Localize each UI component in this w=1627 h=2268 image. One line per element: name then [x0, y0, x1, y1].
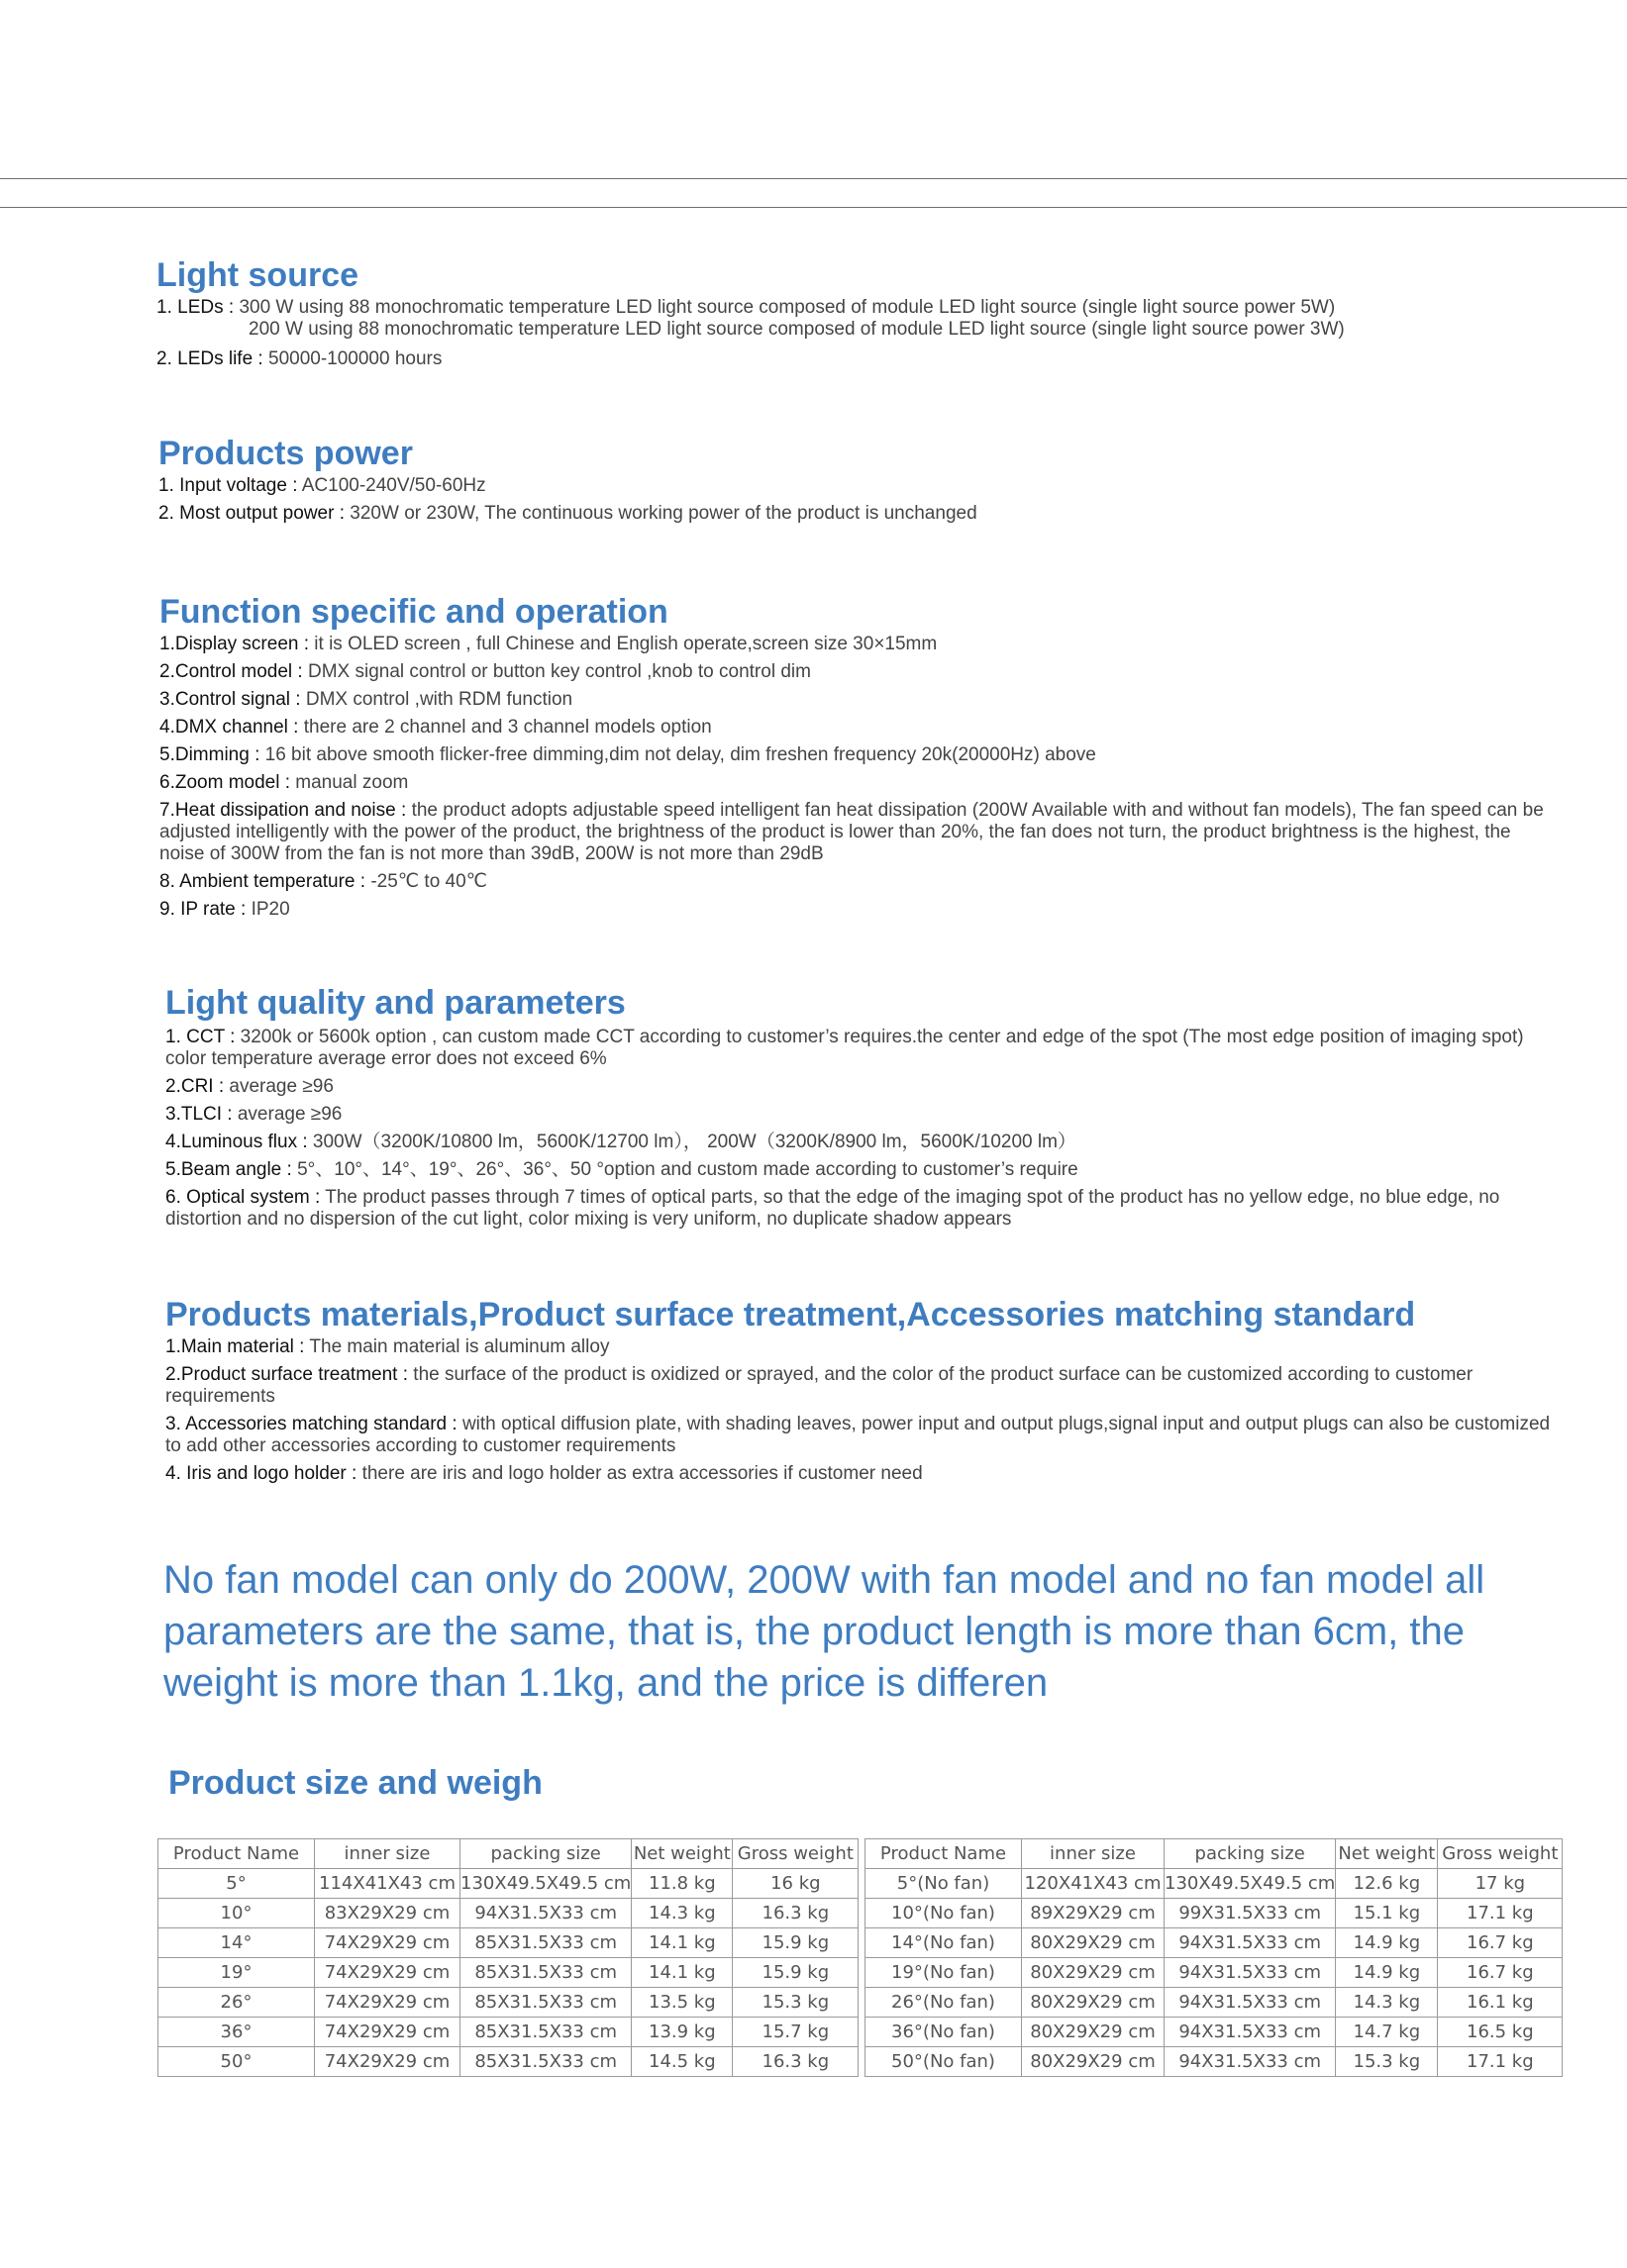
table-cell: 15.3 kg [733, 1988, 859, 2018]
section-light-source [156, 255, 1543, 376]
list-item [165, 1187, 1552, 1231]
items-list [165, 1027, 1552, 1231]
item-label: 2.Control model : [159, 661, 303, 682]
column-header: Net weight [1336, 1839, 1438, 1869]
table-cell: 13.9 kg [632, 2018, 733, 2047]
fan-model-table [157, 1838, 859, 2077]
item-label: 3.Control signal : [159, 689, 301, 710]
table-cell: 14° [158, 1928, 315, 1958]
list-item [165, 1104, 1552, 1126]
table-row [158, 2047, 859, 2077]
table-cell: 17.1 kg [1438, 1899, 1563, 1928]
column-header: Product Name [865, 1839, 1022, 1869]
item-text: 5°、10°、14°、19°、26°、36°、50 °option and custom made according to customer’s require [297, 1159, 1078, 1180]
table-row [158, 2018, 859, 2047]
item-label: 2. LEDs life : [156, 348, 263, 369]
column-header: Gross weight [733, 1839, 859, 1869]
leds-life-item [156, 348, 1543, 370]
items-list [158, 475, 1545, 525]
list-item [165, 1336, 1552, 1358]
table-cell: 94X31.5X33 cm [1165, 1928, 1336, 1958]
item-text: -25℃ to 40℃ [370, 871, 488, 892]
item-label: 1.Display screen : [159, 634, 310, 654]
table-cell: 94X31.5X33 cm [1165, 1988, 1336, 2018]
items-list [159, 634, 1546, 921]
section-size [168, 1763, 543, 1805]
table-cell: 14.9 kg [1336, 1958, 1438, 1988]
table-cell: 14.3 kg [1336, 1988, 1438, 2018]
table-cell: 74X29X29 cm [315, 2047, 460, 2077]
list-item [165, 1364, 1552, 1408]
list-item [165, 1027, 1552, 1070]
leds-item [156, 297, 1543, 341]
table-cell: 130X49.5X49.5 cm [460, 1869, 632, 1899]
table-cell: 80X29X29 cm [1022, 1928, 1165, 1958]
item-text: the surface of the product is oxidized or sprayed, and the color of the product surface can be customized according to customer requirements [165, 1364, 1474, 1407]
table-cell: 85X31.5X33 cm [460, 1988, 632, 2018]
table-row [865, 1928, 1563, 1958]
item-label: 4. Iris and logo holder : [165, 1463, 357, 1484]
table-cell: 94X31.5X33 cm [1165, 2047, 1336, 2077]
table-cell: 15.7 kg [733, 2018, 859, 2047]
item-label: 6. Optical system : [165, 1187, 321, 1208]
table-row [865, 1869, 1563, 1899]
list-item [159, 871, 1546, 893]
column-header: Net weight [632, 1839, 733, 1869]
item-text: manual zoom [295, 772, 409, 793]
table-cell: 85X31.5X33 cm [460, 2018, 632, 2047]
item-text: there are 2 channel and 3 channel models option [303, 717, 712, 738]
item-label: 2.CRI : [165, 1076, 225, 1097]
list-item [158, 503, 1545, 525]
section-title: Light quality and parameters [165, 984, 626, 1022]
item-text: 300W（3200K/10800 lm，5600K/12700 lm）， 200W（3200K/8900 lm，5600K/10200 lm） [312, 1132, 1076, 1152]
table-cell: 5°(No fan) [865, 1869, 1022, 1899]
table-cell: 85X31.5X33 cm [460, 1958, 632, 1988]
table-cell: 94X31.5X33 cm [1165, 2018, 1336, 2047]
second-rule [0, 207, 1627, 208]
table-cell: 15.3 kg [1336, 2047, 1438, 2077]
item-text: the product adopts adjustable speed intelligent fan heat dissipation (200W Available with and without fan models), The fan speed can be adjusted intelligently with the power of the product, the brightness of the product is lower than 20%, the fan does not turn, the product brightness is the highest, the noise of 300W from the fan is not more than 39dB, 200W is not more than 29dB [159, 800, 1544, 864]
list-item [159, 744, 1546, 766]
table-cell: 14.7 kg [1336, 2018, 1438, 2047]
table-cell: 15.1 kg [1336, 1899, 1438, 1928]
column-header: packing size [460, 1839, 632, 1869]
table-cell: 17 kg [1438, 1869, 1563, 1899]
table-cell: 50° [158, 2047, 315, 2077]
table-cell: 14.9 kg [1336, 1928, 1438, 1958]
table-cell: 19° [158, 1958, 315, 1988]
item-label: 3. Accessories matching standard : [165, 1414, 458, 1434]
table-cell: 14.3 kg [632, 1899, 733, 1928]
list-item [159, 800, 1546, 865]
table-cell: 80X29X29 cm [1022, 1958, 1165, 1988]
item-text: average ≥96 [229, 1076, 334, 1097]
item-text: average ≥96 [237, 1104, 343, 1125]
list-item [165, 1159, 1552, 1181]
table-row [865, 2018, 1563, 2047]
section-title: Product size and weigh [168, 1764, 543, 1802]
no-fan-model-table [864, 1838, 1563, 2077]
table-cell: 19°(No fan) [865, 1958, 1022, 1988]
table-cell: 11.8 kg [632, 1869, 733, 1899]
table-cell: 114X41X43 cm [315, 1869, 460, 1899]
section-title: Products power [158, 435, 413, 472]
item-text: with optical diffusion plate, with shading leaves, power input and output plugs,signal input and output plugs can also be customized to add other accessories according to customer requirements [165, 1414, 1551, 1456]
table-cell: 15.9 kg [733, 1958, 859, 1988]
list-item [159, 661, 1546, 683]
table-row [865, 1988, 1563, 2018]
item-text: 50000-100000 hours [268, 348, 443, 369]
list-item [158, 475, 1545, 497]
column-header: Product Name [158, 1839, 315, 1869]
table-row [865, 2047, 1563, 2077]
item-label: 5.Dimming : [159, 744, 260, 765]
list-item [159, 689, 1546, 711]
item-text: DMX control ,with RDM function [305, 689, 573, 710]
table-cell: 85X31.5X33 cm [460, 1928, 632, 1958]
item-label: 1. LEDs : [156, 297, 235, 318]
table-cell: 16 kg [733, 1869, 859, 1899]
item-text: DMX signal control or button key control ,knob to control dim [307, 661, 811, 682]
list-item [165, 1076, 1552, 1098]
item-text: 320W or 230W, The continuous working power of the product is unchanged [350, 503, 977, 524]
table-cell: 16.5 kg [1438, 2018, 1563, 2047]
table-cell: 80X29X29 cm [1022, 2047, 1165, 2077]
table-cell: 80X29X29 cm [1022, 1988, 1165, 2018]
table-cell: 16.3 kg [733, 2047, 859, 2077]
table-cell: 14°(No fan) [865, 1928, 1022, 1958]
column-header: inner size [315, 1839, 460, 1869]
top-rule [0, 178, 1627, 179]
section-materials [165, 1295, 1552, 1491]
table-cell: 83X29X29 cm [315, 1899, 460, 1928]
list-item [159, 772, 1546, 794]
table-cell: 74X29X29 cm [315, 1958, 460, 1988]
table-cell: 16.7 kg [1438, 1928, 1563, 1958]
item-label: 1. Input voltage : [158, 475, 298, 496]
item-label: 2. Most output power : [158, 503, 345, 524]
item-label: 4.DMX channel : [159, 717, 299, 738]
section-light-quality [165, 983, 1552, 1236]
table-cell: 5° [158, 1869, 315, 1899]
item-text: 300 W using 88 monochromatic temperature LED light source composed of module LED light source (single light source power 5W) [239, 297, 1336, 318]
table-cell: 10° [158, 1899, 315, 1928]
table-cell: 80X29X29 cm [1022, 2018, 1165, 2047]
table-cell: 26° [158, 1988, 315, 2018]
table-cell: 15.9 kg [733, 1928, 859, 1958]
item-text: The product passes through 7 times of optical parts, so that the edge of the imaging spot of the product has no yellow edge, no blue edge, no distortion and no dispersion of the cut light, color mixing is very uniform, no duplicate shadow appears [165, 1187, 1500, 1230]
table-cell: 94X31.5X33 cm [460, 1899, 632, 1928]
table-cell: 16.1 kg [1438, 1988, 1563, 2018]
item-text: 3200k or 5600k option , can custom made CCT according to customer’s requires.the center and edge of the spot (The most edge position of imaging spot) color temperature average error does not exceed 6% [165, 1027, 1524, 1069]
no-fan-note: No fan model can only do 200W, 200W with fan model and no fan model all parameters are the same, that is, the product length is more than 6cm, the weight is more than 1.1kg, and the price is differen [163, 1558, 1485, 1705]
section-title: Products materials,Product surface treatment,Accessories matching standard [165, 1296, 1416, 1333]
list-item [165, 1463, 1552, 1485]
table-cell: 130X49.5X49.5 cm [1165, 1869, 1336, 1899]
table-cell: 74X29X29 cm [315, 2018, 460, 2047]
table-header-row [865, 1839, 1563, 1869]
table-row [158, 1988, 859, 2018]
table-cell: 74X29X29 cm [315, 1988, 460, 2018]
table-cell: 99X31.5X33 cm [1165, 1899, 1336, 1928]
item-text: it is OLED screen , full Chinese and English operate,screen size 30×15mm [314, 634, 938, 654]
table-cell: 10°(No fan) [865, 1899, 1022, 1928]
item-text: there are iris and logo holder as extra accessories if customer need [361, 1463, 923, 1484]
list-item [165, 1414, 1552, 1457]
table-cell: 36° [158, 2018, 315, 2047]
item-label: 9. IP rate : [159, 899, 247, 920]
item-label: 3.TLCI : [165, 1104, 233, 1125]
table-cell: 74X29X29 cm [315, 1928, 460, 1958]
item-text: IP20 [251, 899, 290, 920]
item-label: 1. CCT : [165, 1027, 236, 1047]
item-text-continued: 200 W using 88 monochromatic temperature LED light source composed of module LED light source (single light source power 3W) [249, 319, 1345, 340]
item-text: The main material is aluminum alloy [309, 1336, 610, 1357]
table-cell: 12.6 kg [1336, 1869, 1438, 1899]
table-row [158, 1869, 859, 1899]
table-cell: 36°(No fan) [865, 2018, 1022, 2047]
section-function [159, 592, 1546, 927]
item-label: 1.Main material : [165, 1336, 305, 1357]
table-row [158, 1928, 859, 1958]
item-label: 4.Luminous flux : [165, 1132, 308, 1152]
items-list [165, 1336, 1552, 1485]
section-title: Function specific and operation [159, 593, 668, 631]
section-title: Light source [156, 256, 359, 294]
item-label: 5.Beam angle : [165, 1159, 292, 1180]
table-cell: 50°(No fan) [865, 2047, 1022, 2077]
column-header: Gross weight [1438, 1839, 1563, 1869]
table-cell: 89X29X29 cm [1022, 1899, 1165, 1928]
item-label: 8. Ambient temperature : [159, 871, 366, 892]
list-item [159, 634, 1546, 655]
table-header-row [158, 1839, 859, 1869]
item-text: AC100-240V/50-60Hz [301, 475, 486, 496]
table-row [158, 1899, 859, 1928]
column-header: packing size [1165, 1839, 1336, 1869]
column-header: inner size [1022, 1839, 1165, 1869]
section-products-power [158, 434, 1545, 531]
item-label: 6.Zoom model : [159, 772, 290, 793]
table-cell: 13.5 kg [632, 1988, 733, 2018]
table-cell: 14.1 kg [632, 1928, 733, 1958]
list-item [159, 717, 1546, 739]
table-cell: 26°(No fan) [865, 1988, 1022, 2018]
table-row [865, 1958, 1563, 1988]
table-row [865, 1899, 1563, 1928]
table-cell: 14.5 kg [632, 2047, 733, 2077]
item-text: 16 bit above smooth flicker-free dimming,dim not delay, dim freshen frequency 20k(20000Hz) above [264, 744, 1096, 765]
item-label: 7.Heat dissipation and noise : [159, 800, 407, 821]
table-cell: 16.3 kg [733, 1899, 859, 1928]
table-cell: 120X41X43 cm [1022, 1869, 1165, 1899]
list-item [159, 899, 1546, 921]
table-cell: 16.7 kg [1438, 1958, 1563, 1988]
table-cell: 94X31.5X33 cm [1165, 1958, 1336, 1988]
table-cell: 17.1 kg [1438, 2047, 1563, 2077]
table-row [158, 1958, 859, 1988]
table-cell: 85X31.5X33 cm [460, 2047, 632, 2077]
item-label: 2.Product surface treatment : [165, 1364, 409, 1385]
list-item [165, 1132, 1552, 1153]
table-cell: 14.1 kg [632, 1958, 733, 1988]
